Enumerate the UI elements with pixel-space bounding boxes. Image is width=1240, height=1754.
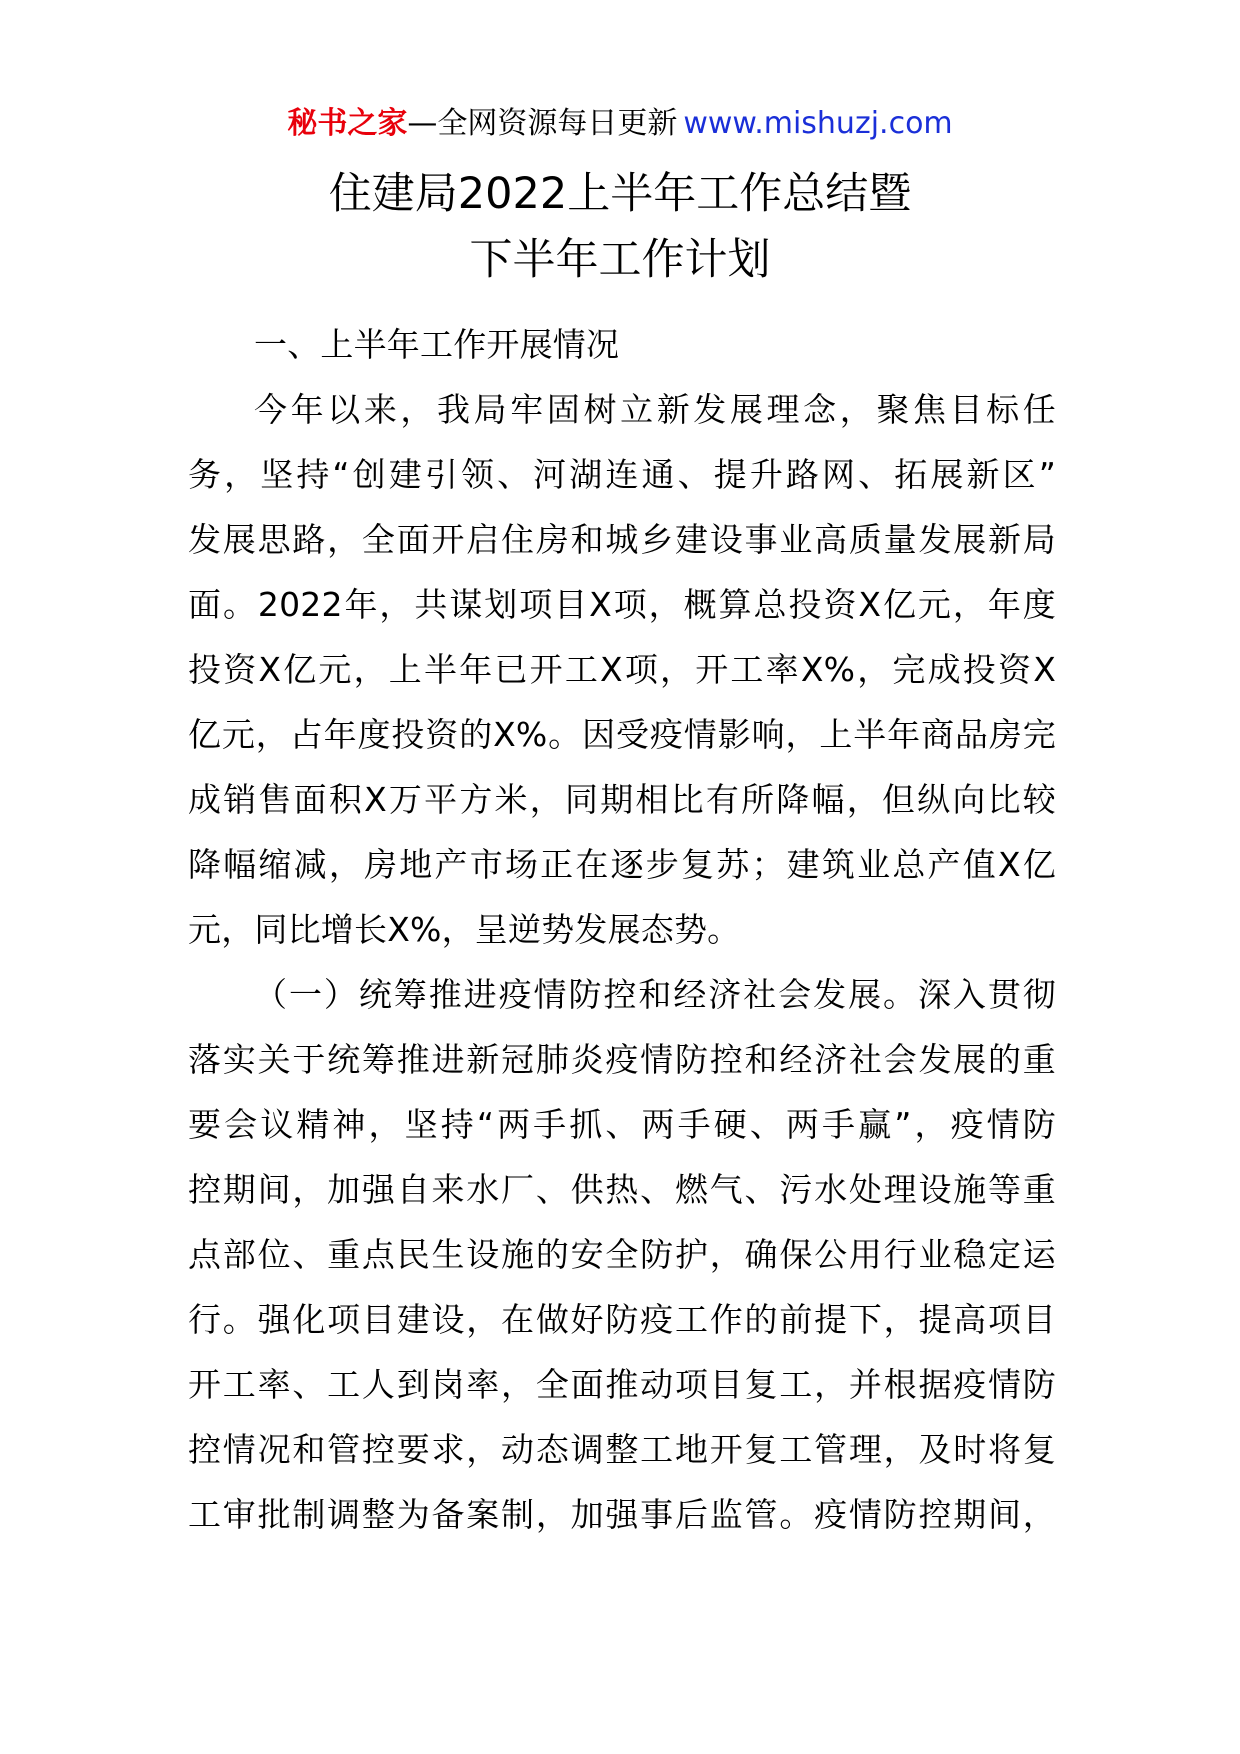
paragraph-line: 控情况和管控要求，动态调整工地开复工管理，及时将复	[188, 1430, 1056, 1469]
site-tagline: —全网资源每日更新	[407, 106, 678, 141]
site-header	[0, 104, 1240, 144]
section-heading: 一、上半年工作开展情况	[254, 325, 620, 364]
paragraph-line: 降幅缩减，房地产市场正在逐步复苏；建筑业总产值X亿	[188, 845, 1056, 884]
paragraph-line: 投资X亿元，上半年已开工X项，开工率X%，完成投资X	[188, 650, 1056, 689]
document-title-line-2: 下半年工作计划	[469, 235, 771, 285]
paragraph-line: 亿元，占年度投资的X%。因受疫情影响，上半年商品房完	[188, 715, 1056, 754]
site-brand: 秘书之家	[287, 106, 408, 141]
paragraph-line: 要会议精神，坚持“两手抓、两手硬、两手赢”，疫情防	[188, 1105, 1056, 1144]
paragraph-line: 点部位、重点民生设施的安全防护，确保公用行业稳定运	[188, 1235, 1056, 1274]
paragraph-line: 行。强化项目建设，在做好防疫工作的前提下，提高项目	[188, 1300, 1056, 1339]
subsection-heading-line: （一）统筹推进疫情防控和经济社会发展。深入贯彻	[254, 975, 1056, 1014]
paragraph-line: 开工率、工人到岗率，全面推动项目复工，并根据疫情防	[188, 1365, 1056, 1404]
paragraph-line: 务，坚持“创建引领、河湖连通、提升路网、拓展新区”	[188, 455, 1056, 494]
paragraph-line: 元，同比增长X%，呈逆势发展态势。	[188, 910, 741, 949]
paragraph-line: 成销售面积X万平方米，同期相比有所降幅，但纵向比较	[188, 780, 1056, 819]
document-title-line-1: 住建局2022上半年工作总结暨	[328, 169, 912, 219]
paragraph-line: 发展思路，全面开启住房和城乡建设事业高质量发展新局	[188, 520, 1056, 559]
site-url[interactable]: www.mishuzj.com	[683, 106, 953, 141]
document-body	[188, 312, 1056, 1547]
paragraph-line: 工审批制调整为备案制，加强事后监管。疫情防控期间，	[188, 1495, 1056, 1534]
paragraph-line: 控期间，加强自来水厂、供热、燃气、污水处理设施等重	[188, 1170, 1056, 1209]
paragraph-line: 落实关于统筹推进新冠肺炎疫情防控和经济社会发展的重	[188, 1040, 1056, 1079]
paragraph-line: 面。2022年，共谋划项目X项，概算总投资X亿元，年度	[188, 585, 1056, 624]
paragraph-line: 今年以来，我局牢固树立新发展理念，聚焦目标任	[254, 390, 1056, 429]
